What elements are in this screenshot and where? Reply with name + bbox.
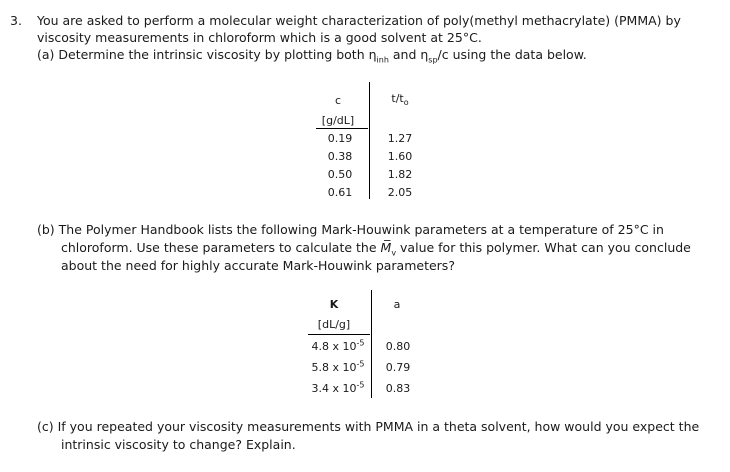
table1-c-0: 0.19	[327, 132, 353, 145]
table2-k-0-base: 4.8 x 10	[311, 340, 357, 353]
mv-subscript: v	[391, 248, 397, 258]
sp-subscript: sp	[428, 55, 438, 65]
col-a-header: a	[393, 298, 401, 311]
part-b-line-3: about the need for highly accurate Mark-Houwink parameters?	[61, 258, 455, 273]
table2-a-2: 0.83	[385, 382, 411, 395]
table2-k-1-exp: -5	[356, 359, 365, 369]
part-b-line-2-post: value for this polymer. What can you conclude	[396, 240, 691, 255]
intro-line-2: viscosity measurements in chloroform which is a good solvent at 25°C.	[37, 30, 482, 45]
col-t-header-main: t/t	[391, 92, 404, 105]
table1-t-3: 2.05	[387, 186, 413, 199]
part-c-line-1: (c) If you repeated your viscosity measurements with PMMA in a theta solvent, how would you expect the	[37, 419, 700, 434]
table1-column-divider	[369, 82, 370, 199]
intro-line-1: You are asked to perform a molecular weight characterization of poly(methyl methacrylate) (PMMA) by	[37, 13, 681, 28]
mark-houwink-table	[300, 290, 440, 400]
part-a-prefix: (a) Determine the intrinsic viscosity by plotting both η	[37, 47, 377, 62]
question-number: 3.	[10, 13, 22, 28]
part-a-text	[37, 46, 587, 63]
part-a-suffix: /c using the data below.	[437, 47, 587, 62]
table2-column-divider	[371, 290, 372, 398]
table1-t-1: 1.60	[387, 150, 413, 163]
concentration-table	[300, 82, 440, 202]
part-a-middle: and η	[388, 47, 429, 62]
col-k-header: K	[329, 298, 339, 311]
table2-k-2-exp: -5	[356, 380, 365, 390]
table2-k-1-base: 5.8 x 10	[311, 361, 357, 374]
col-t-header	[380, 92, 420, 106]
table1-c-2: 0.50	[327, 168, 353, 181]
table1-header-rule	[316, 128, 368, 129]
part-b-line-2	[61, 239, 691, 256]
inh-subscript: inh	[376, 55, 389, 65]
table2-header-rule	[308, 334, 370, 335]
table2-k-0-exp: -5	[356, 338, 365, 348]
table2-a-0: 0.80	[385, 340, 411, 353]
col-c-header: c	[334, 94, 342, 107]
table2-k-1	[308, 361, 368, 375]
col-t-header-sub: o	[403, 98, 409, 108]
table2-k-2	[308, 382, 368, 396]
table1-t-0: 1.27	[387, 132, 413, 145]
mv-symbol: M̅	[380, 240, 392, 255]
table2-k-2-base: 3.4 x 10	[311, 382, 357, 395]
table2-k-0	[308, 340, 368, 354]
col-c-unit: [g/dL]	[321, 114, 355, 127]
part-c-line-2: intrinsic viscosity to change? Explain.	[61, 437, 296, 452]
part-b-line-1: (b) The Polymer Handbook lists the following Mark-Houwink parameters at a temperature of 25°C in	[37, 222, 664, 237]
part-b-line-2-pre: chloroform. Use these parameters to calculate the	[61, 240, 381, 255]
table1-t-2: 1.82	[387, 168, 413, 181]
table1-c-3: 0.61	[327, 186, 353, 199]
col-k-unit: [dL/g]	[317, 318, 351, 331]
table1-c-1: 0.38	[327, 150, 353, 163]
table2-a-1: 0.79	[385, 361, 411, 374]
